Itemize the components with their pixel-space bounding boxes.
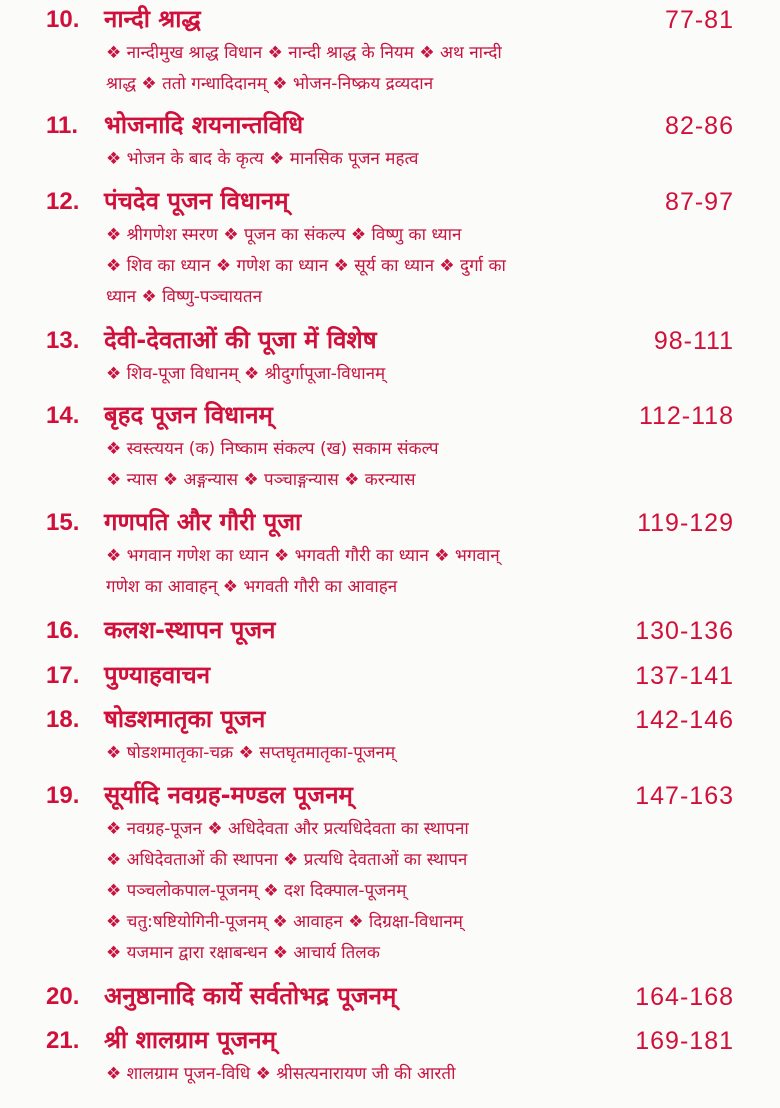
- toc-entry-heading: [0, 658, 780, 694]
- entry-subtopics-line: ❖ यजमान द्वारा रक्षाबन्धन ❖ आचार्य तिलक: [106, 943, 380, 963]
- toc-entry: [0, 658, 780, 694]
- toc-entry: [0, 2, 780, 100]
- entry-subtopics-line: ❖ नवग्रह-पूजन ❖ अधिदेवता और प्रत्यधिदेवता का स्थापना: [106, 819, 469, 839]
- toc-entry-heading: [0, 613, 780, 649]
- toc-entry: [0, 505, 780, 603]
- entry-subtopics-line: ❖ शालग्राम पूजन-विधि ❖ श्रीसत्यनारायण जी की आरती: [106, 1064, 456, 1084]
- toc-entry-heading: [0, 184, 780, 220]
- toc-entry: [0, 398, 780, 496]
- toc-entry: [0, 702, 780, 769]
- entry-subtopics-line: ध्यान ❖ विष्णु-पञ्चायतन: [106, 287, 263, 307]
- entry-page-range: 87-97: [665, 188, 734, 216]
- entry-subtopics-line: ❖ भोजन के बाद के कृत्य ❖ मानसिक पूजन महत्व: [106, 149, 419, 169]
- toc-entry-heading: [0, 505, 780, 541]
- entry-title: श्री शालग्राम पूजनम्: [104, 1026, 276, 1054]
- toc-entry-heading: [0, 778, 780, 814]
- toc-entry: [0, 613, 780, 649]
- entry-title: कलश-स्थापन पूजन: [104, 616, 276, 644]
- toc-entry-heading: [0, 979, 780, 1015]
- entry-page-range: 169-181: [635, 1027, 734, 1055]
- toc-entry-heading: [0, 1023, 780, 1059]
- entry-title: अनुष्ठानादि कार्ये सर्वतोभद्र पूजनम्: [104, 982, 397, 1010]
- entry-number: 21.: [46, 1027, 80, 1054]
- toc-entry-heading: [0, 323, 780, 359]
- entry-title: नान्दी श्राद्ध: [104, 5, 201, 33]
- entry-page-range: 142-146: [635, 706, 734, 734]
- entry-page-range: 112-118: [638, 402, 734, 430]
- toc-entry: [0, 1023, 780, 1090]
- entry-number: 10.: [46, 6, 80, 33]
- toc-entry-heading: [0, 702, 780, 738]
- entry-subtopics-line: ❖ अधिदेवताओं की स्थापना ❖ प्रत्यधि देवताओं का स्थापन: [106, 850, 468, 870]
- entry-subtopics-line: ❖ न्यास ❖ अङ्गन्यास ❖ पञ्चाङ्गन्यास ❖ करन्यास: [106, 470, 416, 490]
- toc-entry: [0, 778, 780, 969]
- entry-subtopics-line: ❖ श्रीगणेश स्मरण ❖ पूजन का संकल्प ❖ विष्णु का ध्यान: [106, 225, 462, 245]
- entry-number: 13.: [46, 327, 80, 354]
- entry-number: 20.: [46, 983, 80, 1010]
- entry-subtopics-line: श्राद्ध ❖ ततो गन्धादिदानम् ❖ भोजन-निष्क्रय द्रव्यदान: [106, 74, 434, 94]
- entry-title: भोजनादि शयनान्तविधि: [104, 111, 304, 139]
- entry-page-range: 77-81: [665, 6, 734, 34]
- entry-page-range: 164-168: [635, 983, 734, 1011]
- toc-entry-heading: [0, 108, 780, 144]
- toc-entry-heading: [0, 398, 780, 434]
- entry-subtopics-line: ❖ शिव-पूजा विधानम् ❖ श्रीदुर्गापूजा-विधानम्: [106, 364, 386, 384]
- entry-page-range: 137-141: [635, 662, 734, 690]
- toc-entry: [0, 979, 780, 1015]
- entry-page-range: 98-111: [653, 327, 734, 355]
- entry-subtopics-line: ❖ पञ्चलोकपाल-पूजनम् ❖ दश दिक्पाल-पूजनम्: [106, 881, 407, 901]
- entry-number: 19.: [46, 782, 80, 809]
- entry-title: देवी-देवताओं की पूजा में विशेष: [104, 326, 377, 354]
- entry-number: 17.: [46, 662, 80, 689]
- entry-subtopics-line: ❖ षोडशमातृका-चक्र ❖ सप्तघृतमातृका-पूजनम्: [106, 743, 396, 763]
- entry-title: सूर्यादि नवग्रह-मण्डल पूजनम्: [104, 781, 353, 809]
- entry-title: गणपति और गौरी पूजा: [104, 508, 302, 536]
- entry-page-range: 130-136: [635, 617, 734, 645]
- entry-title: पंचदेव पूजन विधानम्: [104, 187, 289, 215]
- entry-page-range: 119-129: [637, 509, 734, 537]
- entry-subtopics-line: ❖ नान्दीमुख श्राद्ध विधान ❖ नान्दी श्राद्ध के नियम ❖ अथ नान्दी: [106, 43, 502, 63]
- toc-entry: [0, 108, 780, 175]
- entry-title: बृहद पूजन विधानम्: [104, 401, 273, 429]
- entry-subtopics-line: ❖ भगवान गणेश का ध्यान ❖ भगवती गौरी का ध्यान ❖ भगवान्: [106, 546, 500, 566]
- entry-subtopics-line: गणेश का आवाहन् ❖ भगवती गौरी का आवाहन: [106, 577, 398, 597]
- entry-page-range: 82-86: [665, 112, 734, 140]
- entry-number: 12.: [46, 188, 80, 215]
- entry-number: 18.: [46, 706, 80, 733]
- entry-subtopics-line: ❖ चतु:षष्टियोगिनी-पूजनम् ❖ आवाहन ❖ दिग्रक्षा-विधानम्: [106, 912, 463, 932]
- entry-title: पुण्याहवाचन: [104, 661, 211, 689]
- entry-subtopics-line: ❖ स्वस्त्ययन (क) निष्काम संकल्प (ख) सकाम संकल्प: [106, 439, 439, 459]
- toc-entry-heading: [0, 2, 780, 38]
- entry-title: षोडशमातृका पूजन: [104, 705, 266, 733]
- entry-number: 16.: [46, 617, 80, 644]
- entry-page-range: 147-163: [635, 782, 734, 810]
- entry-number: 11.: [46, 112, 79, 139]
- toc-entry: [0, 323, 780, 390]
- entry-number: 14.: [46, 402, 80, 429]
- entry-number: 15.: [46, 509, 80, 536]
- toc-entry: [0, 184, 780, 313]
- entry-subtopics-line: ❖ शिव का ध्यान ❖ गणेश का ध्यान ❖ सूर्य का ध्यान ❖ दुर्गा का: [106, 256, 506, 276]
